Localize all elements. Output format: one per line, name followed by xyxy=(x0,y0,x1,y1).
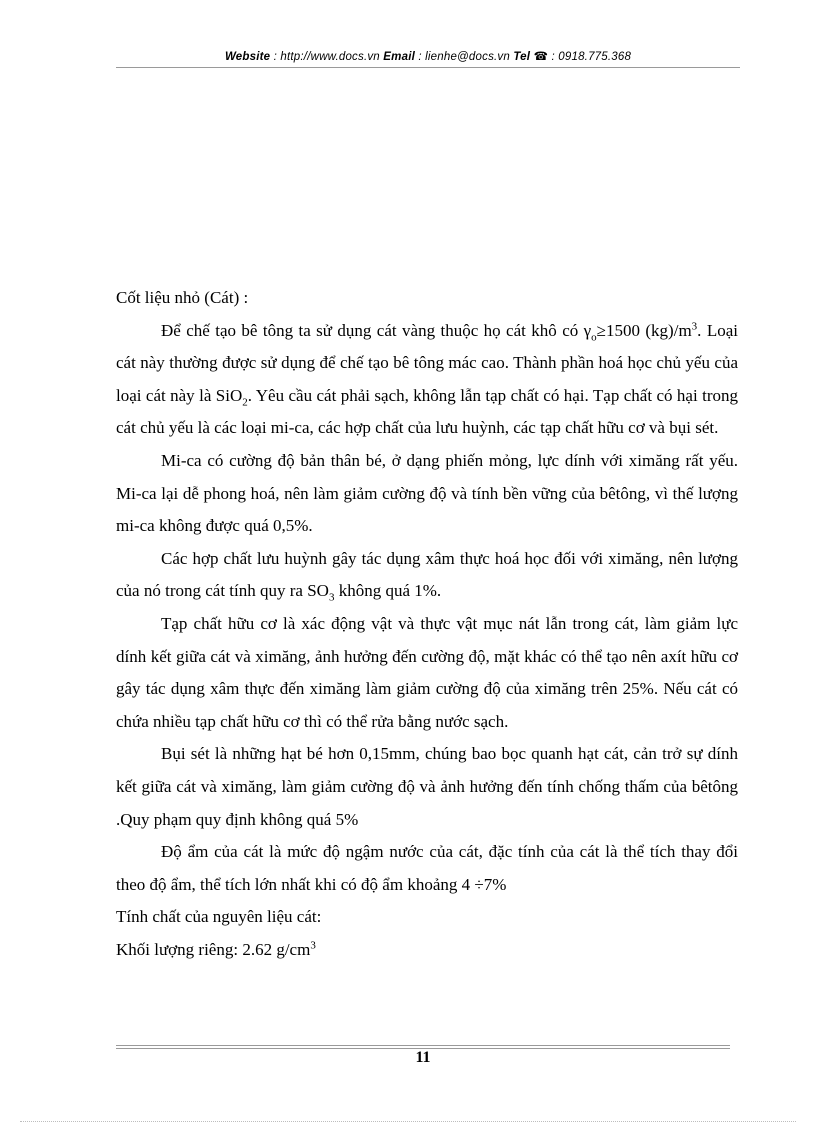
paragraph-organic-impurities: Tạp chất hữu cơ là xác động vật và thực vật mục nát lẫn trong cát, làm giảm lực dính kết giữa cát và ximăng, ảnh hưởng đến cường độ, mặt khác có thể tạo nên axít hữu cơ gây tác dụng xâm thực đến ximăng làm giảm cường độ của ximăng trên 25%. Nếu cát có chứa nhiều tạp chất hữu cơ thì có thể rửa bằng nước sạch. xyxy=(116,613,738,731)
page-edge xyxy=(20,1121,796,1122)
email-address: : lienhe@docs.vn xyxy=(414,51,514,63)
paragraph-moisture: Độ ẩm của cát là mức độ ngậm nước của cát, đặc tính của cát là thể tích thay đổi theo độ ẩm, thể tích lớn nhất khi có độ ẩm khoảng 4 ÷7% xyxy=(116,842,738,894)
paragraph-clay-dust: Bụi sét là những hạt bé hơn 0,15mm, chúng bao bọc quanh hạt cát, cản trở sự dính kết giữa cát và ximăng, làm giảm cường độ và ảnh hưởng đến tính chống thấm của bêtông .Quy phạm quy định không quá 5% xyxy=(116,744,738,829)
paragraph-mica: Mi-ca có cường độ bản thân bé, ở dạng phiến mỏng, lực dính với ximăng rất yếu. Mi-ca lại dễ phong hoá, nên làm giảm cường độ và tính bền vững của bêtông, vì thế lượng mi-ca không được quá 0,5%. xyxy=(116,450,738,536)
density-line: Khối lượng riêng: 2.62 $g/cm^3$ xyxy=(116,939,316,959)
tel-label: Tel xyxy=(513,51,531,63)
paragraph-sulfur: Các hợp chất lưu huỳnh gây tác dụng xâm thực hoá học đối với ximăng, nên lượng của nó trong cát tính quy ra $SO_3$ không quá 1%. xyxy=(116,548,738,604)
email-label: Email xyxy=(383,51,415,63)
phone-icon: ☎ xyxy=(533,51,549,63)
document-body xyxy=(116,282,738,966)
properties-heading: Tính chất của nguyên liệu cát: xyxy=(116,907,322,927)
website-label: Website xyxy=(224,51,271,63)
section-heading: Cốt liệu nhỏ (Cát) : xyxy=(116,288,249,307)
page-header xyxy=(116,49,740,63)
header-divider xyxy=(116,67,740,68)
page-number: 11 xyxy=(415,1049,431,1066)
phone-number: : 0918.775.368 xyxy=(548,51,632,63)
paragraph-sand-usage: Để chế tạo bê tông ta sử dụng cát vàng thuộc họ cát khô có $\gamma_o\ge 1500$ $(kg)/m^3$. Loại cát này thường được sử dụng để chế tạo bê tông mác cao. Thành phần hoá học chủ yếu của loại cát này là SiO$_2$. Yêu cầu cát phải sạch, không lẫn tạp chất có hại. Tạp chất có hại trong cát chủ yếu là các loại mi-ca, các hợp chất của lưu huỳnh, các tạp chất hữu cơ và bụi sét. xyxy=(116,319,738,438)
website-url: : http://www.docs.vn xyxy=(270,51,384,63)
